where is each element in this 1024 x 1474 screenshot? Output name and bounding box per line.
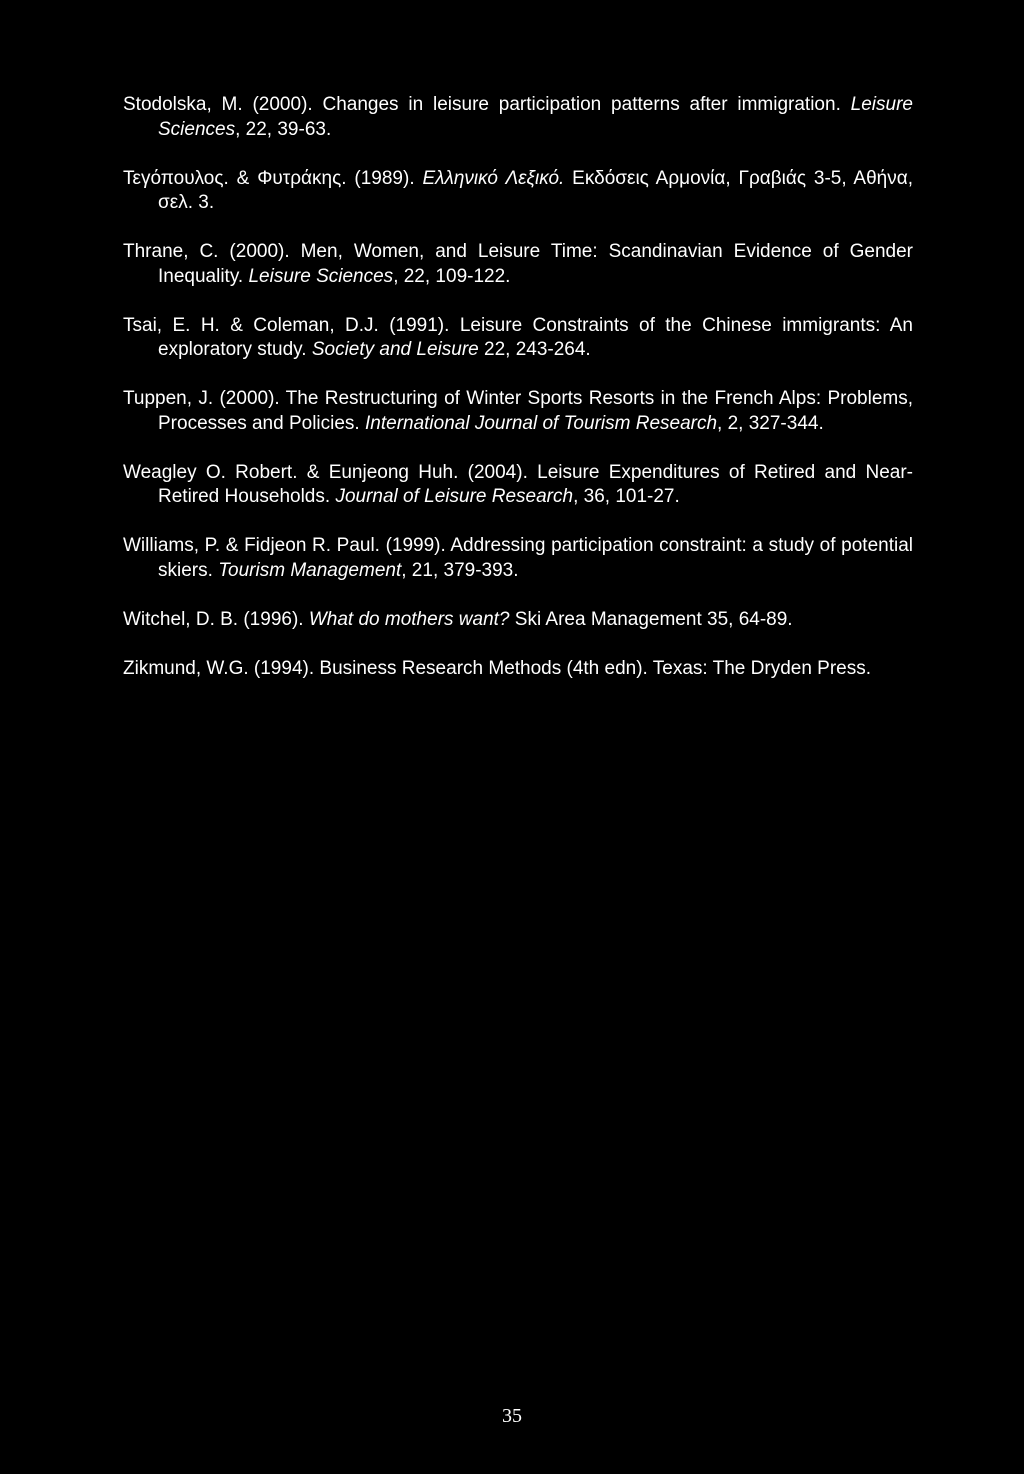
reference-entry [123, 240, 913, 289]
reference-entry [123, 314, 913, 363]
reference-journal: International Journal of Tourism Research [365, 412, 718, 434]
reference-entry [123, 657, 913, 682]
reference-entry [123, 608, 913, 633]
reference-entry [123, 534, 913, 583]
reference-details: , 2, 327-344. [717, 412, 824, 434]
reference-journal: Society and Leisure [311, 339, 479, 360]
reference-journal: Tourism Management [218, 559, 402, 581]
reference-details: , 22, 109-122. [393, 265, 511, 287]
reference-journal: Leisure Sciences [248, 265, 394, 287]
reference-journal: Leisure Sciences [158, 94, 913, 140]
reference-text: Williams, P. & Fidjeon R. Paul. (1999). Addressing participation constraint: a study of potential skiers. [123, 535, 913, 581]
reference-details: Εκδόσεις Αρμονία, Γραβιάς 3-5, Αθήνα, σελ. 3. [158, 167, 914, 213]
reference-journal: What do mothers want? [308, 608, 510, 630]
reference-text: Stodolska, M. (2000). Changes in leisure participation patterns after immigration. [123, 94, 851, 115]
reference-entry [123, 93, 913, 142]
reference-text: Tuppen, J. (2000). The Restructuring of Winter Sports Resorts in the French Alps: Problems, Processes and Policies. [123, 388, 913, 434]
reference-details: , 36, 101-27. [573, 486, 680, 507]
reference-text: Tsai, E. H. & Coleman, D.J. (1991). Leisure Constraints of the Chinese immigrants: An exploratory study. [123, 314, 913, 360]
reference-details: , 22, 39-63. [235, 118, 332, 140]
reference-details: , 21, 379-393. [401, 559, 519, 581]
page-number: 35 [502, 1405, 522, 1427]
reference-entry [123, 167, 913, 216]
reference-entry [123, 387, 913, 436]
reference-text: Thrane, C. (2000). Men, Women, and Leisure Time: Scandinavian Evidence of Gender Inequality. [123, 241, 913, 287]
reference-journal: Journal of Leisure Research [335, 486, 574, 507]
reference-list [123, 93, 913, 706]
reference-text: Τεγόπουλος. & Φυτράκης. (1989). [123, 167, 423, 189]
reference-details: Ski Area Management 35, 64-89. [509, 608, 793, 630]
reference-text: Witchel, D. B. (1996). [123, 608, 309, 630]
reference-details: 22, 243-264. [478, 339, 591, 360]
reference-entry [123, 461, 913, 510]
reference-journal: Ελληνικό Λεξικό. [422, 167, 565, 189]
reference-text: Zikmund, W.G. (1994). Business Research Methods (4th edn). Texas: The Dryden Press. [123, 657, 872, 679]
reference-text: Weagley O. Robert. & Eunjeong Huh. (2004). Leisure Expenditures of Retired and Near-Retired Households. [123, 461, 913, 507]
